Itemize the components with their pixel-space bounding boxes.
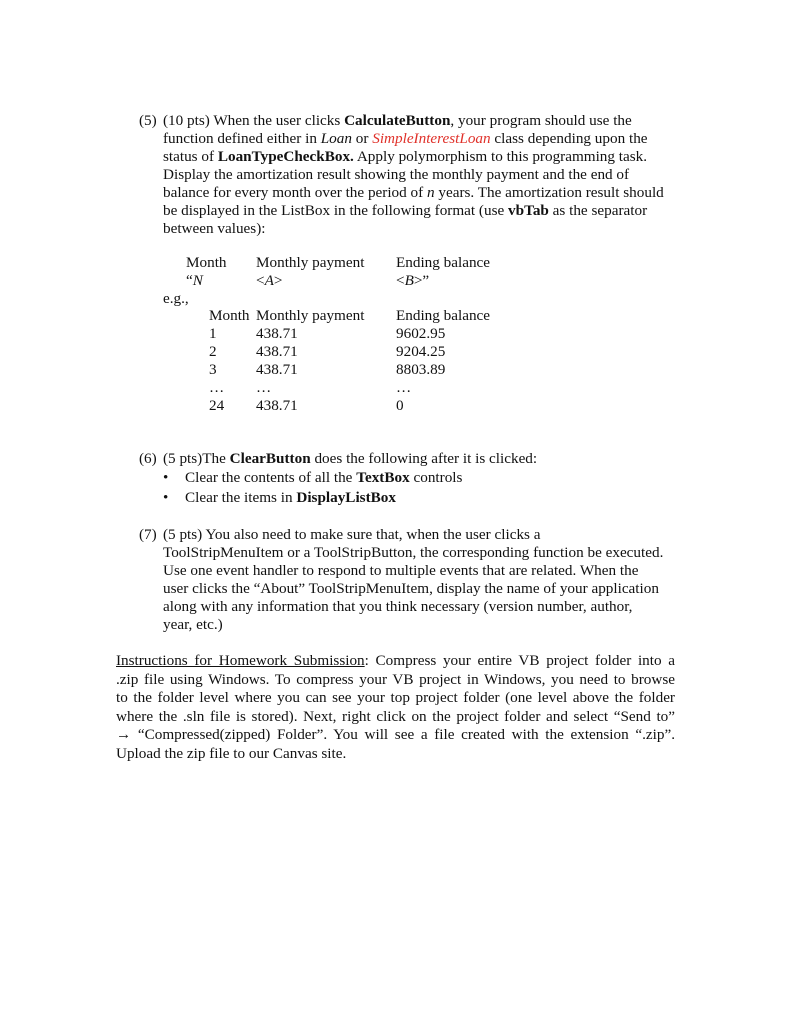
instructions-heading: Instructions for Homework Submission: [116, 652, 365, 669]
text-line: to the folder level where you can see your top project folder (one level above the folder: [116, 689, 675, 707]
example-header-payment: Monthly payment: [256, 307, 365, 324]
example-header-balance: Ending balance: [396, 307, 491, 324]
item-number: (5): [139, 112, 157, 129]
example-cell: 438.71: [256, 397, 298, 414]
text-run: , your program should use the: [450, 112, 632, 129]
display-listbox-term: DisplayListBox: [296, 489, 396, 506]
example-cell: 438.71: [256, 325, 298, 342]
n-term: n: [427, 184, 435, 201]
text-line: .zip file using Windows. To compress your VB project in Windows, you need to browse: [116, 670, 675, 688]
list-item: [163, 488, 684, 508]
format-header-balance: Ending balance: [396, 254, 491, 271]
example-cell: 3: [209, 361, 217, 378]
example-cell: …: [396, 379, 412, 396]
eg-label: e.g.,: [163, 290, 189, 307]
text-run: Clear the items in: [185, 489, 297, 506]
text-run: <: [256, 272, 265, 289]
text-run: >: [273, 272, 283, 289]
text-run: or: [351, 130, 373, 147]
item-number: (7): [139, 526, 157, 543]
text-run: years. The amortization result should: [434, 184, 664, 201]
text-line: [163, 450, 684, 468]
text-run: function defined either in: [163, 130, 321, 147]
text-run: controls: [409, 469, 463, 486]
clear-button-term: ClearButton: [229, 450, 311, 467]
example-cell: 0: [396, 397, 404, 414]
example-cell: 8803.89: [396, 361, 446, 378]
text-line: [163, 130, 684, 148]
text-line: Use one event handler to respond to multiple events that are related. When the: [163, 562, 639, 579]
text-run: status of: [163, 148, 218, 165]
loan-type-checkbox-term: LoanTypeCheckBox.: [217, 148, 354, 165]
text-line: [163, 202, 684, 220]
format-row-balance: [396, 272, 429, 290]
text-run: be displayed in the ListBox in the following format (use: [163, 202, 509, 219]
text-run: class depending upon the: [490, 130, 648, 147]
format-row-month: [186, 272, 203, 290]
calculate-button-term: CalculateButton: [344, 112, 451, 129]
text-run: (5 pts)The: [163, 450, 230, 467]
text-line: between values):: [163, 220, 266, 237]
example-cell: …: [209, 379, 225, 396]
text-run: >”: [413, 272, 430, 289]
text-line: [163, 112, 684, 130]
simple-interest-loan-term: SimpleInterestLoan: [372, 130, 491, 147]
text-run: (10 pts) When the user clicks: [163, 112, 345, 129]
text-run: balance for every month over the period of: [163, 184, 427, 201]
item-number: (6): [139, 450, 157, 467]
text-line: Upload the zip file to our Canvas site.: [116, 744, 347, 762]
example-table: [0, 307, 791, 417]
text-run: Apply polymorphism to this programming task.: [353, 148, 648, 165]
text-run: as the separator: [548, 202, 648, 219]
text-run: “: [186, 272, 193, 289]
text-run: N: [192, 272, 203, 289]
arrow-icon: →: [116, 726, 132, 744]
format-table: [0, 254, 791, 294]
item-6-text: [163, 450, 684, 468]
text-line: (5 pts) You also need to make sure that, when the user clicks a: [163, 526, 541, 543]
text-line: where the .sln file is stored). Next, right click on the project folder and select “Send to”: [116, 707, 675, 725]
item-5-text: [163, 112, 684, 238]
bullet-list: [163, 468, 684, 508]
example-cell: 438.71: [256, 361, 298, 378]
vbtab-term: vbTab: [508, 202, 549, 219]
example-cell: 1: [209, 325, 217, 342]
format-row-payment: [256, 272, 282, 290]
text-run: does the following after it is clicked:: [310, 450, 538, 467]
example-cell: 2: [209, 343, 217, 360]
text-run: Clear the contents of all the: [185, 469, 357, 486]
example-header-month: Month: [209, 307, 250, 324]
loan-class-term: Loan: [320, 130, 352, 147]
format-header-payment: Monthly payment: [256, 254, 365, 271]
item-5: [139, 112, 684, 238]
text-run: A: [264, 272, 274, 289]
text-line: ToolStripMenuItem or a ToolStripButton, the corresponding function be executed.: [163, 544, 664, 561]
text-line: Display the amortization result showing the monthly payment and the end of: [163, 166, 630, 183]
text-run: “Compressed(zipped) Folder”. You will see a file created with the extension “.zip”.: [137, 726, 675, 744]
item-7: [139, 526, 684, 634]
item-6: [139, 450, 684, 508]
example-cell: 9204.25: [396, 343, 446, 360]
textbox-term: TextBox: [356, 469, 410, 486]
text-line: [116, 652, 675, 671]
item-7-text: [163, 526, 684, 634]
text-run: B: [404, 272, 414, 289]
text-line: [116, 726, 675, 745]
submission-instructions: [116, 652, 675, 764]
text-line: along with any information that you think necessary (version number, author,: [163, 598, 633, 615]
text-line: [163, 148, 684, 166]
text-line: year, etc.): [163, 616, 223, 633]
text-run: <: [396, 272, 405, 289]
text-line: [163, 184, 684, 202]
example-cell: 24: [209, 397, 225, 414]
example-cell: 438.71: [256, 343, 298, 360]
text-run: : Compress your entire VB project folder into a: [364, 652, 675, 669]
example-cell: …: [256, 379, 272, 396]
list-item: [163, 468, 684, 488]
bullet-icon: •: [163, 469, 169, 486]
example-cell: 9602.95: [396, 325, 446, 342]
format-header-month: Month: [186, 254, 227, 271]
bullet-icon: •: [163, 489, 169, 506]
text-line: user clicks the “About” ToolStripMenuItem, display the name of your application: [163, 580, 659, 597]
